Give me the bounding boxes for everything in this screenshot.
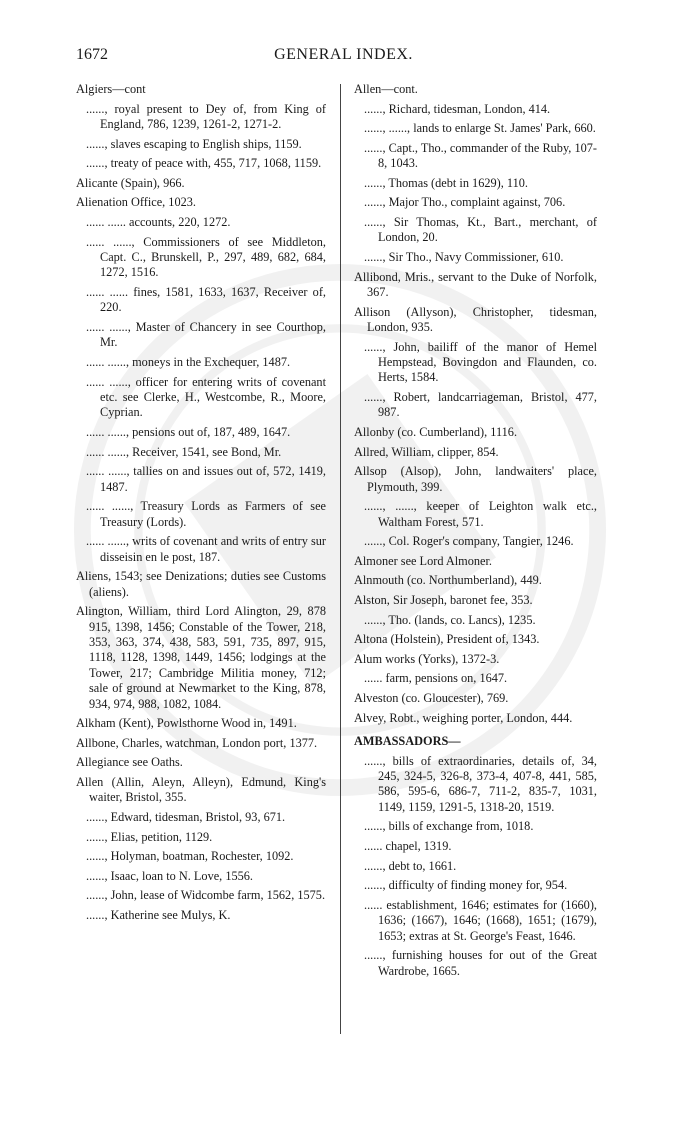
index-entry: ......, Isaac, loan to N. Love, 1556. [86,868,253,883]
index-entry: ...... ......, pensions out of, 187, 489, 1647. [86,424,291,439]
index-entry: ......, Capt., Tho., commander of the Ruby, 107-8, 1043. [364,140,597,171]
index-entry: ...... ......, tallies on and issues out of, 572, 1419, 1487. [86,464,326,494]
index-entry: Alveston (co. Gloucester), 769. [354,690,509,705]
index-entry: Alienation Office, 1023. [76,195,196,210]
index-entry: ...... ......, Master of Chancery in see Courthop, Mr. [86,319,326,350]
page-number: 1672 [76,46,108,63]
page-header [76,46,611,70]
index-entry: ......, ......, keeper of Leighton walk etc., Waltham Forest, 571. [364,499,597,529]
index-entry: ......, treaty of peace with, 455, 717, 1068, 1159. [86,156,322,171]
column-divider [340,84,341,1034]
index-entry: Alington, William, third Lord Alington, 29, 878 915, 1398, 1456; Constable of the Tower, 218, 353, 363, 374, 438, 583, 591, 735, 897, 915, 1118, 1128, 1398, 1449, 1456; lodgings at the Tower, 217; Cambridge Militia money, 712; sale of ground at Newmarket to the King, 878, 934, 974, 988, 1082, 1084. [76,604,326,711]
index-entry: Allred, William, clipper, 854. [354,444,499,459]
index-section-heading: AMBASSADORS— [354,733,461,748]
index-entry: ......, bills of exchange from, 1018. [364,819,534,834]
index-entry: Aliens, 1543; see Denizations; duties see Customs (aliens). [76,569,326,599]
left-column [76,82,326,928]
index-entry: ...... ...... fines, 1581, 1633, 1637, Receiver of, 220. [86,284,326,315]
index-entry: ......, Sir Tho., Navy Commissioner, 610. [364,249,564,264]
index-entry: ......, Sir Thomas, Kt., Bart., merchant, of London, 20. [364,214,597,245]
index-entry: Alnmouth (co. Northumberland), 449. [354,573,542,588]
index-entry: ......, Thomas (debt in 1629), 110. [364,175,528,190]
index-entry: ......, Edward, tidesman, Bristol, 93, 671. [86,809,286,824]
index-entry: ......, Richard, tidesman, London, 414. [364,101,551,116]
index-entry: ......, Col. Roger's company, Tangier, 1246. [364,534,574,549]
index-entry: ......, difficulty of finding money for, 954. [364,878,568,893]
index-entry: Allibond, Mris., servant to the Duke of Norfolk, 367. [354,269,597,299]
index-entry: Allbone, Charles, watchman, London port, 1377. [76,735,318,750]
index-entry: ......, royal present to Dey of, from King of England, 786, 1239, 1261-2, 1271-2. [86,101,326,131]
index-entry: ...... ......, Treasury Lords as Farmers of see Treasury (Lords). [86,499,326,529]
index-entry: ......, Tho. (lands, co. Lancs), 1235. [364,612,536,627]
index-entry: ...... ......, writs of covenant and writs of entry sur disseisin en le post, 187. [86,534,326,564]
index-entry: ...... ......, Commissioners of see Middleton, Capt. C., Brunskell, P., 297, 489, 682, 684, 1272, 1516. [86,234,326,280]
running-title: GENERAL INDEX. [274,46,413,63]
index-entry: ......, John, lease of Widcombe farm, 1562, 1575. [86,888,326,903]
index-entry: Allegiance see Oaths. [76,755,183,770]
index-entry: ......, Katherine see Mulys, K. [86,907,231,922]
index-entry: Alvey, Robt., weighing porter, London, 444. [354,710,573,725]
index-entry: ......, debt to, 1661. [364,858,457,873]
index-entry: Allen—cont. [354,82,418,96]
index-entry: ......, furnishing houses for out of the Great Wardrobe, 1665. [364,948,597,978]
index-entry: Almoner see Lord Almoner. [354,553,492,568]
index-entry: ......, Elias, petition, 1129. [86,829,213,844]
index-entry: ...... ......, moneys in the Exchequer, 1487. [86,354,291,369]
index-entry: Allonby (co. Cumberland), 1116. [354,424,518,439]
index-entry: Altona (Holstein), President of, 1343. [354,632,540,647]
index-entry: Alkham (Kent), Powlsthorne Wood in, 1491. [76,716,297,731]
index-entry: ...... ...... accounts, 220, 1272. [86,214,231,229]
index-entry: ...... ......, officer for entering writs of covenant etc. see Clerke, H., Westcombe, R., Moore, Cyprian. [86,374,326,420]
index-entry: ...... establishment, 1646; estimates for (1660), 1636; (1667), 1646; (1668), 1651; (1679), 1653; extras at St. George's Feast, 1646. [364,897,597,943]
index-entry: Alston, Sir Joseph, baronet fee, 353. [354,592,533,607]
index-entry: ...... ......, Receiver, 1541, see Bond, Mr. [86,444,282,459]
index-entry: ......, ......, lands to enlarge St. James' Park, 660. [364,121,596,136]
index-entry: Allsop (Alsop), John, landwaiters' place, Plymouth, 399. [354,464,597,494]
index-entry: ......, John, bailiff of the manor of Hemel Hempstead, Bovingdon and Flaunden, co. Herts, 1584. [364,339,597,385]
index-entry: ......, slaves escaping to English ships, 1159. [86,136,302,151]
index-entry: ......, Major Tho., complaint against, 706. [364,195,566,210]
index-entry: Algiers—cont [76,82,146,96]
index-entry: ......, Robert, landcarriageman, Bristol, 477, 987. [364,389,597,420]
index-entry: ......, bills of extraordinaries, details of, 34, 245, 324-5, 326-8, 373-4, 407-8, 441, 585, 586, 595-6, 686-7, 711-2, 835-7, 1031, 1149, 1159, 1291-5, 1318-20, 1519. [364,753,597,814]
index-entry: Alum works (Yorks), 1372-3. [354,651,500,666]
right-column [354,82,597,983]
index-entry: Alicante (Spain), 966. [76,175,185,190]
index-entry: ...... chapel, 1319. [364,838,452,853]
index-entry: Allen (Allin, Aleyn, Alleyn), Edmund, King's waiter, Bristol, 355. [76,774,326,805]
index-entry: ...... farm, pensions on, 1647. [364,671,508,686]
index-entry: Allison (Allyson), Christopher, tidesman, London, 935. [354,304,597,334]
index-entry: ......, Holyman, boatman, Rochester, 1092. [86,849,294,864]
